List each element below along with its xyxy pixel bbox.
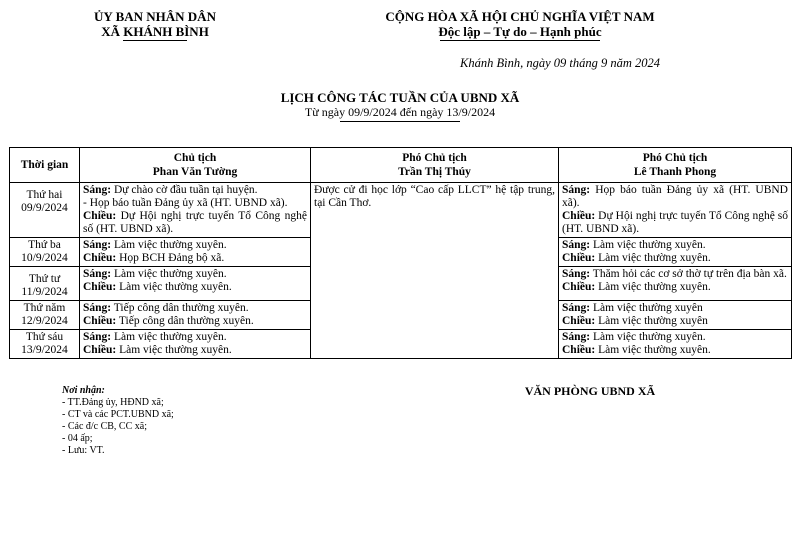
vice1-cell	[311, 183, 559, 359]
afternoon-label: Chiều:	[83, 281, 117, 293]
header-time	[10, 148, 80, 183]
chairman-cell	[80, 183, 311, 238]
vice2-cell	[559, 301, 792, 330]
afternoon-label: Chiều:	[562, 252, 596, 264]
header-chairman	[80, 148, 311, 183]
vice2-cell	[559, 330, 792, 359]
morning-label: Sáng:	[562, 302, 591, 314]
header-chairman-role: Chủ tịch	[173, 152, 217, 164]
vice1-text: Được cử đi học lớp “Cao cấp LLCT” hệ tập trung, tại Cần Thơ.	[314, 184, 555, 209]
morning-label: Sáng:	[83, 302, 112, 314]
page-subtitle: Từ ngày 09/9/2024 đến ngày 13/9/2024	[304, 105, 496, 119]
org-line2: XÃ KHÁNH BÌNH	[101, 24, 209, 39]
day-cell	[10, 267, 80, 301]
recipients-block	[62, 385, 322, 457]
afternoon-text: Làm việc thường xuyên.	[595, 252, 711, 264]
schedule-table	[9, 147, 792, 359]
header-vice1-role: Phó Chủ tịch	[402, 152, 467, 164]
afternoon-label: Chiều:	[562, 344, 596, 356]
afternoon-text: Họp BCH Đảng bộ xã.	[116, 252, 225, 264]
header-time-label: Thời gian	[20, 159, 69, 171]
recipient-item: - Các đ/c CB, CC xã;	[62, 421, 147, 432]
recipient-item: - TT.Đảng ủy, HĐND xã;	[62, 397, 164, 408]
morning-label: Sáng:	[562, 239, 591, 251]
nation-line1: CỘNG HÒA XÃ HỘI CHỦ NGHĨA VIỆT NAM	[385, 9, 655, 24]
morning-text: Làm việc thường xuyên.	[111, 331, 227, 343]
day-date: 11/9/2024	[21, 286, 68, 298]
morning-label: Sáng:	[562, 268, 591, 280]
table-header-row	[10, 148, 792, 183]
afternoon-text: Làm việc thường xuyên.	[116, 344, 232, 356]
recipient-item: - Lưu: VT.	[62, 445, 105, 456]
morning-label: Sáng:	[562, 184, 591, 196]
morning-label: Sáng:	[83, 331, 112, 343]
afternoon-label: Chiều:	[83, 252, 117, 264]
national-motto	[340, 9, 700, 39]
chairman-cell	[80, 301, 311, 330]
header-vice2-role: Phó Chủ tịch	[642, 152, 708, 164]
afternoon-text: Làm việc thường xuyên.	[595, 344, 711, 356]
afternoon-text: Làm việc thường xuyên.	[116, 281, 232, 293]
morning-text: Làm việc thường xuyên.	[111, 268, 227, 280]
morning-text: Làm việc thường xuyên.	[590, 331, 706, 343]
afternoon-text: Tiếp công dân thường xuyên.	[116, 315, 254, 327]
afternoon-text: Dự Hội nghị trực tuyến Tổ Công nghệ số (HT. UBND xã).	[562, 210, 788, 235]
morning-text: Tiếp công dân thường xuyên.	[111, 302, 249, 314]
afternoon-label: Chiều:	[83, 315, 117, 327]
afternoon-label: Chiều:	[83, 344, 117, 356]
morning-text: Làm việc thường xuyên.	[111, 239, 227, 251]
header-vice1	[311, 148, 559, 183]
morning-text: Dự chào cờ đầu tuần tại huyện.	[111, 184, 258, 196]
table-row	[10, 183, 792, 238]
morning-text: Làm việc thường xuyên.	[590, 239, 706, 251]
header-vice2-name: Lê Thanh Phong	[633, 166, 717, 178]
afternoon-text: Làm việc thường xuyên.	[595, 281, 711, 293]
afternoon-label: Chiều:	[562, 281, 596, 293]
recipients-title: Nơi nhận:	[62, 385, 105, 396]
date-place: Khánh Bình, ngày 09 tháng 9 năm 2024	[460, 56, 660, 70]
morning-text: Họp báo tuần Đảng ủy xã (HT. UBND xã).	[562, 184, 788, 209]
day-date: 10/9/2024	[21, 252, 68, 264]
recipient-item: - 04 ấp;	[62, 433, 93, 444]
signature-title: VĂN PHÒNG UBND XÃ	[524, 384, 656, 398]
chairman-cell	[80, 267, 311, 301]
morning-text: Làm việc thường xuyên	[590, 302, 703, 314]
day-name: Thứ hai	[26, 189, 63, 201]
chairman-cell	[80, 330, 311, 359]
day-name: Thứ ba	[28, 239, 61, 251]
afternoon-label: Chiều:	[562, 315, 596, 327]
afternoon-label: Chiều:	[83, 210, 117, 222]
day-date: 12/9/2024	[21, 315, 68, 327]
day-cell	[10, 301, 80, 330]
nation-underline	[440, 40, 600, 41]
chairman-cell	[80, 238, 311, 267]
morning-text-2: - Họp báo tuần Đảng ủy xã (HT. UBND xã).	[83, 197, 288, 209]
day-name: Thứ năm	[23, 302, 66, 314]
title-underline	[340, 121, 460, 122]
day-date: 13/9/2024	[21, 344, 68, 356]
afternoon-label: Chiều:	[562, 210, 596, 222]
day-name: Thứ sáu	[25, 331, 64, 343]
day-name: Thứ tư	[28, 273, 61, 285]
day-cell	[10, 183, 80, 238]
afternoon-text: Làm việc thường xuyên	[595, 315, 708, 327]
morning-text: Thăm hỏi các cơ sở thờ tự trên địa bàn xã.	[590, 268, 787, 280]
morning-label: Sáng:	[83, 239, 112, 251]
header-vice2	[559, 148, 792, 183]
day-cell	[10, 238, 80, 267]
nation-line2: Độc lập – Tự do – Hạnh phúc	[438, 24, 602, 39]
vice2-cell	[559, 183, 792, 238]
vice2-cell	[559, 267, 792, 301]
day-date: 09/9/2024	[21, 202, 68, 214]
morning-label: Sáng:	[562, 331, 591, 343]
morning-label: Sáng:	[83, 268, 112, 280]
header-vice1-name: Trần Thị Thúy	[398, 166, 471, 178]
morning-label: Sáng:	[83, 184, 112, 196]
header-chairman-name: Phan Văn Tường	[152, 166, 238, 178]
vice2-cell	[559, 238, 792, 267]
org-name	[60, 9, 250, 39]
recipient-item: - CT và các PCT.UBND xã;	[62, 409, 174, 420]
org-line1: ỦY BAN NHÂN DÂN	[94, 9, 216, 24]
day-cell	[10, 330, 80, 359]
org-underline	[123, 40, 187, 41]
page-title: LỊCH CÔNG TÁC TUẦN CỦA UBND XÃ	[280, 90, 520, 105]
afternoon-text: Dự Hội nghị trực tuyến Tổ Công nghệ số (HT. UBND xã).	[83, 210, 307, 235]
